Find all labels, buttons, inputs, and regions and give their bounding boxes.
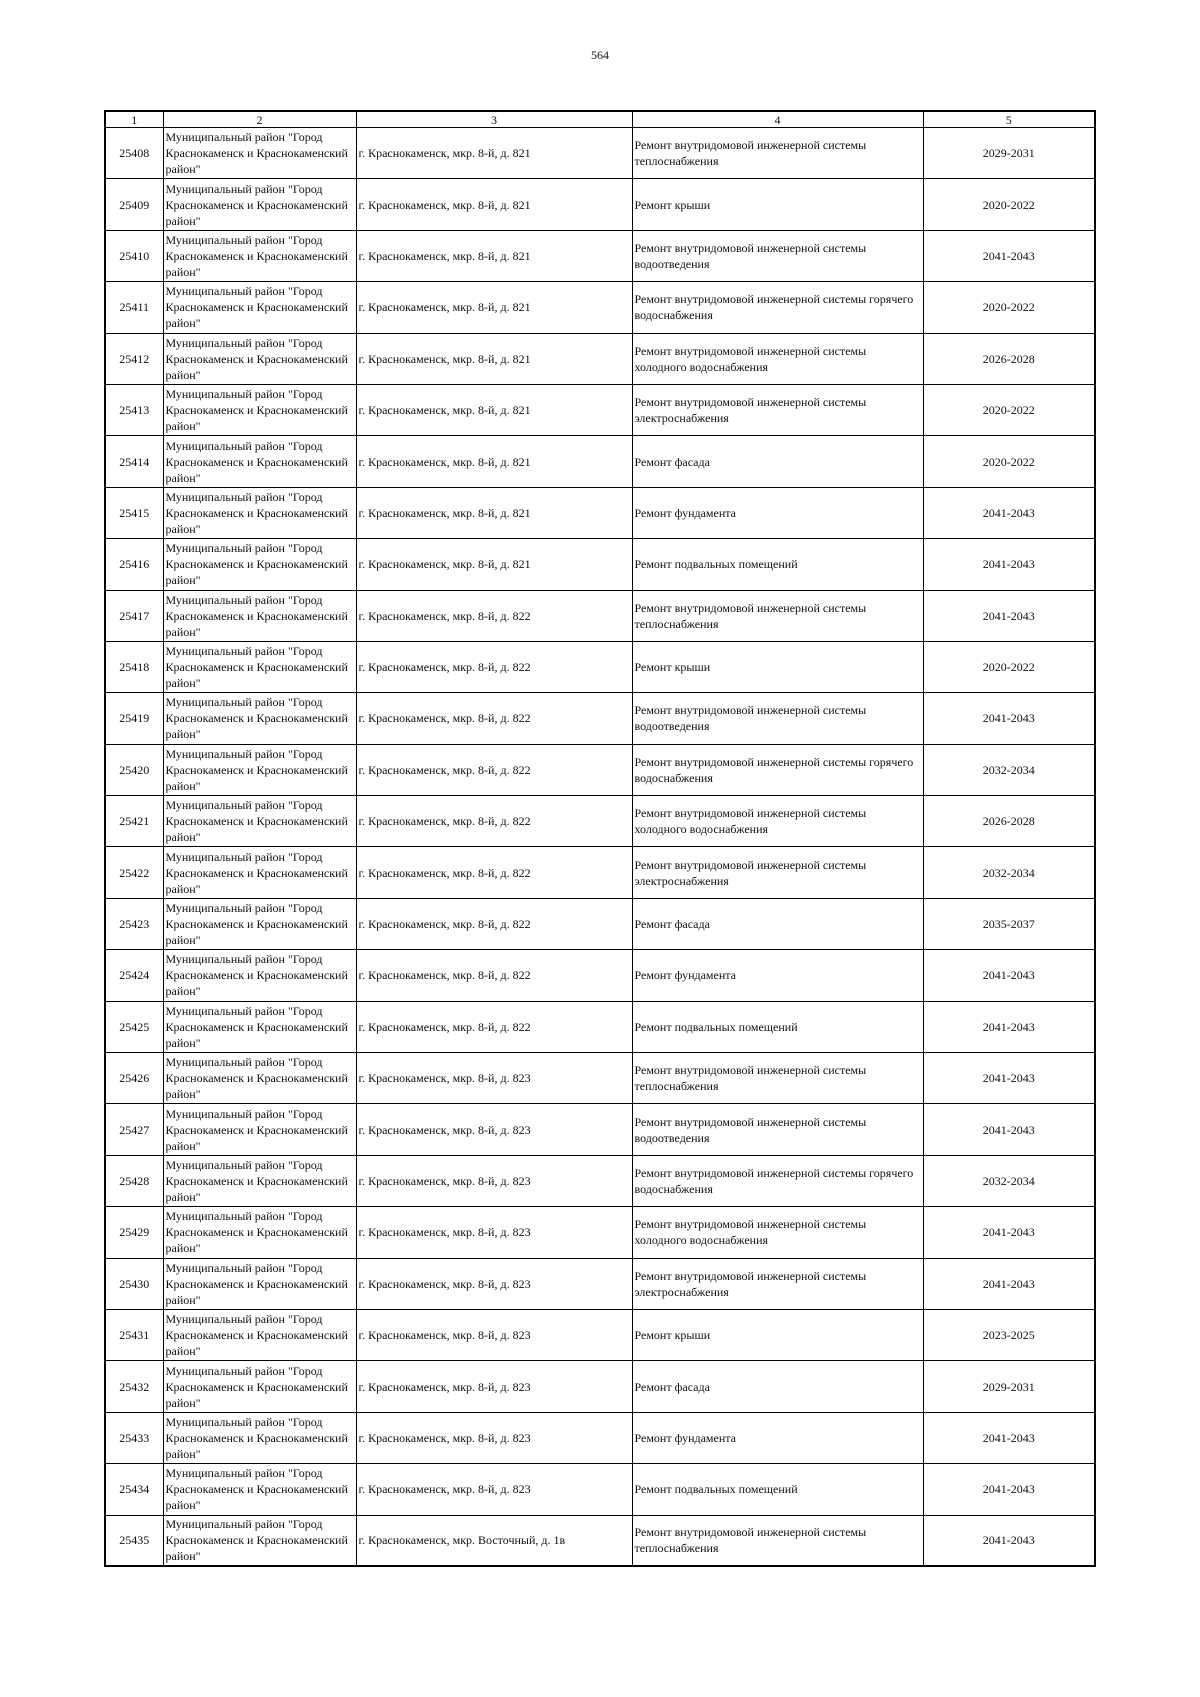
row-number: 25428 — [105, 1155, 163, 1206]
municipality-cell: Муниципальный район "Город Краснокаменск и Краснокаменский район" — [163, 1001, 356, 1052]
municipality-cell: Муниципальный район "Город Краснокаменск и Краснокаменский район" — [163, 128, 356, 179]
table-row — [105, 1001, 1095, 1052]
work-type-cell: Ремонт внутридомовой инженерной системы холодного водоснабжения — [632, 333, 923, 384]
table-row — [105, 1361, 1095, 1412]
period-cell: 2041-2043 — [923, 1207, 1095, 1258]
period-cell: 2041-2043 — [923, 487, 1095, 538]
address-cell: г. Краснокаменск, мкр. 8-й, д. 823 — [356, 1207, 632, 1258]
work-type-cell: Ремонт внутридомовой инженерной системы водоотведения — [632, 693, 923, 744]
work-type-cell: Ремонт фасада — [632, 1361, 923, 1412]
row-number: 25420 — [105, 744, 163, 795]
period-cell: 2035-2037 — [923, 898, 1095, 949]
row-number: 25432 — [105, 1361, 163, 1412]
municipality-cell: Муниципальный район "Город Краснокаменск и Краснокаменский район" — [163, 333, 356, 384]
address-cell: г. Краснокаменск, мкр. 8-й, д. 823 — [356, 1104, 632, 1155]
work-type-cell: Ремонт внутридомовой инженерной системы горячего водоснабжения — [632, 1155, 923, 1206]
table-row — [105, 1053, 1095, 1104]
address-cell: г. Краснокаменск, мкр. 8-й, д. 823 — [356, 1309, 632, 1360]
work-type-cell: Ремонт внутридомовой инженерной системы горячего водоснабжения — [632, 744, 923, 795]
table-row — [105, 641, 1095, 692]
table-row — [105, 847, 1095, 898]
row-number: 25422 — [105, 847, 163, 898]
row-number: 25421 — [105, 796, 163, 847]
municipality-cell: Муниципальный район "Город Краснокаменск и Краснокаменский район" — [163, 693, 356, 744]
municipality-cell: Муниципальный район "Город Краснокаменск и Краснокаменский район" — [163, 1515, 356, 1566]
address-cell: г. Краснокаменск, мкр. 8-й, д. 821 — [356, 539, 632, 590]
table-row — [105, 1207, 1095, 1258]
table-row — [105, 1155, 1095, 1206]
work-type-cell: Ремонт крыши — [632, 1309, 923, 1360]
table-row — [105, 1104, 1095, 1155]
address-cell: г. Краснокаменск, мкр. 8-й, д. 822 — [356, 1001, 632, 1052]
work-type-cell: Ремонт крыши — [632, 179, 923, 230]
municipality-cell: Муниципальный район "Город Краснокаменск и Краснокаменский район" — [163, 1361, 356, 1412]
row-number: 25416 — [105, 539, 163, 590]
municipality-cell: Муниципальный район "Город Краснокаменск и Краснокаменский район" — [163, 1309, 356, 1360]
row-number: 25417 — [105, 590, 163, 641]
address-cell: г. Краснокаменск, мкр. 8-й, д. 822 — [356, 641, 632, 692]
period-cell: 2020-2022 — [923, 282, 1095, 333]
period-cell: 2041-2043 — [923, 1258, 1095, 1309]
period-cell: 2041-2043 — [923, 539, 1095, 590]
table-row — [105, 1309, 1095, 1360]
period-cell: 2041-2043 — [923, 1515, 1095, 1566]
header-row — [105, 111, 1095, 128]
period-cell: 2020-2022 — [923, 436, 1095, 487]
row-number: 25426 — [105, 1053, 163, 1104]
row-number: 25429 — [105, 1207, 163, 1258]
address-cell: г. Краснокаменск, мкр. 8-й, д. 822 — [356, 744, 632, 795]
work-type-cell: Ремонт внутридомовой инженерной системы электроснабжения — [632, 1258, 923, 1309]
address-cell: г. Краснокаменск, мкр. 8-й, д. 821 — [356, 128, 632, 179]
period-cell: 2029-2031 — [923, 128, 1095, 179]
municipality-cell: Муниципальный район "Город Краснокаменск и Краснокаменский район" — [163, 436, 356, 487]
address-cell: г. Краснокаменск, мкр. 8-й, д. 821 — [356, 487, 632, 538]
address-cell: г. Краснокаменск, мкр. 8-й, д. 822 — [356, 847, 632, 898]
municipality-cell: Муниципальный район "Город Краснокаменск и Краснокаменский район" — [163, 1104, 356, 1155]
municipality-cell: Муниципальный район "Город Краснокаменск и Краснокаменский район" — [163, 539, 356, 590]
header-col-2: 2 — [163, 111, 356, 128]
table-row — [105, 796, 1095, 847]
period-cell: 2041-2043 — [923, 1412, 1095, 1463]
address-cell: г. Краснокаменск, мкр. 8-й, д. 823 — [356, 1155, 632, 1206]
address-cell: г. Краснокаменск, мкр. 8-й, д. 822 — [356, 693, 632, 744]
row-number: 25435 — [105, 1515, 163, 1566]
header-col-5: 5 — [923, 111, 1095, 128]
municipality-cell: Муниципальный район "Город Краснокаменск и Краснокаменский район" — [163, 230, 356, 281]
table-row — [105, 230, 1095, 281]
table-row — [105, 384, 1095, 435]
period-cell: 2041-2043 — [923, 693, 1095, 744]
row-number: 25413 — [105, 384, 163, 435]
row-number: 25411 — [105, 282, 163, 333]
table-row — [105, 898, 1095, 949]
period-cell: 2020-2022 — [923, 641, 1095, 692]
work-type-cell: Ремонт крыши — [632, 641, 923, 692]
municipality-cell: Муниципальный район "Город Краснокаменск и Краснокаменский район" — [163, 282, 356, 333]
table-row — [105, 487, 1095, 538]
address-cell: г. Краснокаменск, мкр. 8-й, д. 823 — [356, 1412, 632, 1463]
table-row — [105, 539, 1095, 590]
row-number: 25425 — [105, 1001, 163, 1052]
municipality-cell: Муниципальный район "Город Краснокаменск и Краснокаменский район" — [163, 1053, 356, 1104]
address-cell: г. Краснокаменск, мкр. Восточный, д. 1в — [356, 1515, 632, 1566]
period-cell: 2041-2043 — [923, 1464, 1095, 1515]
row-number: 25418 — [105, 641, 163, 692]
address-cell: г. Краснокаменск, мкр. 8-й, д. 821 — [356, 282, 632, 333]
address-cell: г. Краснокаменск, мкр. 8-й, д. 823 — [356, 1053, 632, 1104]
table-row — [105, 282, 1095, 333]
municipality-cell: Муниципальный район "Город Краснокаменск и Краснокаменский район" — [163, 898, 356, 949]
period-cell: 2020-2022 — [923, 179, 1095, 230]
table-body — [105, 128, 1095, 1567]
period-cell: 2041-2043 — [923, 230, 1095, 281]
work-type-cell: Ремонт внутридомовой инженерной системы теплоснабжения — [632, 590, 923, 641]
row-number: 25414 — [105, 436, 163, 487]
work-type-cell: Ремонт внутридомовой инженерной системы горячего водоснабжения — [632, 282, 923, 333]
table-row — [105, 693, 1095, 744]
municipality-cell: Муниципальный район "Город Краснокаменск и Краснокаменский район" — [163, 847, 356, 898]
address-cell: г. Краснокаменск, мкр. 8-й, д. 823 — [356, 1258, 632, 1309]
municipality-cell: Муниципальный район "Город Краснокаменск и Краснокаменский район" — [163, 950, 356, 1001]
table-header — [105, 111, 1095, 128]
work-type-cell: Ремонт внутридомовой инженерной системы электроснабжения — [632, 384, 923, 435]
municipality-cell: Муниципальный район "Город Краснокаменск и Краснокаменский район" — [163, 590, 356, 641]
table-row — [105, 179, 1095, 230]
period-cell: 2041-2043 — [923, 590, 1095, 641]
address-cell: г. Краснокаменск, мкр. 8-й, д. 821 — [356, 436, 632, 487]
address-cell: г. Краснокаменск, мкр. 8-й, д. 823 — [356, 1464, 632, 1515]
page-number: 564 — [591, 48, 609, 62]
period-cell: 2032-2034 — [923, 1155, 1095, 1206]
municipality-cell: Муниципальный район "Город Краснокаменск и Краснокаменский район" — [163, 1207, 356, 1258]
work-type-cell: Ремонт фундамента — [632, 1412, 923, 1463]
table-row — [105, 1515, 1095, 1566]
address-cell: г. Краснокаменск, мкр. 8-й, д. 821 — [356, 384, 632, 435]
table-row — [105, 1464, 1095, 1515]
municipality-cell: Муниципальный район "Город Краснокаменск и Краснокаменский район" — [163, 744, 356, 795]
work-type-cell: Ремонт подвальных помещений — [632, 1001, 923, 1052]
work-type-cell: Ремонт фасада — [632, 898, 923, 949]
header-col-3: 3 — [356, 111, 632, 128]
work-type-cell: Ремонт внутридомовой инженерной системы холодного водоснабжения — [632, 796, 923, 847]
work-type-cell: Ремонт фундамента — [632, 950, 923, 1001]
table-row — [105, 1412, 1095, 1463]
table-row — [105, 590, 1095, 641]
row-number: 25412 — [105, 333, 163, 384]
work-type-cell: Ремонт внутридомовой инженерной системы холодного водоснабжения — [632, 1207, 923, 1258]
repair-schedule-table — [104, 110, 1096, 1567]
row-number: 25408 — [105, 128, 163, 179]
address-cell: г. Краснокаменск, мкр. 8-й, д. 822 — [356, 796, 632, 847]
municipality-cell: Муниципальный район "Город Краснокаменск и Краснокаменский район" — [163, 487, 356, 538]
work-type-cell: Ремонт внутридомовой инженерной системы теплоснабжения — [632, 128, 923, 179]
row-number: 25430 — [105, 1258, 163, 1309]
header-col-1: 1 — [105, 111, 163, 128]
work-type-cell: Ремонт внутридомовой инженерной системы электроснабжения — [632, 847, 923, 898]
municipality-cell: Муниципальный район "Город Краснокаменск и Краснокаменский район" — [163, 641, 356, 692]
address-cell: г. Краснокаменск, мкр. 8-й, д. 823 — [356, 1361, 632, 1412]
address-cell: г. Краснокаменск, мкр. 8-й, д. 822 — [356, 950, 632, 1001]
work-type-cell: Ремонт внутридомовой инженерной системы водоотведения — [632, 230, 923, 281]
table-row — [105, 128, 1095, 179]
municipality-cell: Муниципальный район "Город Краснокаменск и Краснокаменский район" — [163, 1464, 356, 1515]
municipality-cell: Муниципальный район "Город Краснокаменск и Краснокаменский район" — [163, 1258, 356, 1309]
row-number: 25431 — [105, 1309, 163, 1360]
municipality-cell: Муниципальный район "Город Краснокаменск и Краснокаменский район" — [163, 796, 356, 847]
period-cell: 2026-2028 — [923, 333, 1095, 384]
municipality-cell: Муниципальный район "Город Краснокаменск и Краснокаменский район" — [163, 1155, 356, 1206]
period-cell: 2029-2031 — [923, 1361, 1095, 1412]
row-number: 25423 — [105, 898, 163, 949]
table-row — [105, 950, 1095, 1001]
row-number: 25419 — [105, 693, 163, 744]
table-row — [105, 436, 1095, 487]
work-type-cell: Ремонт подвальных помещений — [632, 539, 923, 590]
period-cell: 2041-2043 — [923, 950, 1095, 1001]
period-cell: 2041-2043 — [923, 1001, 1095, 1052]
period-cell: 2023-2025 — [923, 1309, 1095, 1360]
work-type-cell: Ремонт фасада — [632, 436, 923, 487]
row-number: 25415 — [105, 487, 163, 538]
row-number: 25433 — [105, 1412, 163, 1463]
municipality-cell: Муниципальный район "Город Краснокаменск и Краснокаменский район" — [163, 179, 356, 230]
row-number: 25427 — [105, 1104, 163, 1155]
period-cell: 2032-2034 — [923, 744, 1095, 795]
address-cell: г. Краснокаменск, мкр. 8-й, д. 821 — [356, 179, 632, 230]
row-number: 25434 — [105, 1464, 163, 1515]
row-number: 25424 — [105, 950, 163, 1001]
row-number: 25409 — [105, 179, 163, 230]
table-row — [105, 333, 1095, 384]
table-row — [105, 1258, 1095, 1309]
address-cell: г. Краснокаменск, мкр. 8-й, д. 822 — [356, 898, 632, 949]
work-type-cell: Ремонт подвальных помещений — [632, 1464, 923, 1515]
address-cell: г. Краснокаменск, мкр. 8-й, д. 822 — [356, 590, 632, 641]
row-number: 25410 — [105, 230, 163, 281]
period-cell: 2020-2022 — [923, 384, 1095, 435]
work-type-cell: Ремонт внутридомовой инженерной системы водоотведения — [632, 1104, 923, 1155]
period-cell: 2041-2043 — [923, 1053, 1095, 1104]
period-cell: 2032-2034 — [923, 847, 1095, 898]
period-cell: 2041-2043 — [923, 1104, 1095, 1155]
table-row — [105, 744, 1095, 795]
work-type-cell: Ремонт фундамента — [632, 487, 923, 538]
municipality-cell: Муниципальный район "Город Краснокаменск и Краснокаменский район" — [163, 1412, 356, 1463]
address-cell: г. Краснокаменск, мкр. 8-й, д. 821 — [356, 230, 632, 281]
header-col-4: 4 — [632, 111, 923, 128]
period-cell: 2026-2028 — [923, 796, 1095, 847]
work-type-cell: Ремонт внутридомовой инженерной системы теплоснабжения — [632, 1515, 923, 1566]
address-cell: г. Краснокаменск, мкр. 8-й, д. 821 — [356, 333, 632, 384]
municipality-cell: Муниципальный район "Город Краснокаменск и Краснокаменский район" — [163, 384, 356, 435]
work-type-cell: Ремонт внутридомовой инженерной системы теплоснабжения — [632, 1053, 923, 1104]
